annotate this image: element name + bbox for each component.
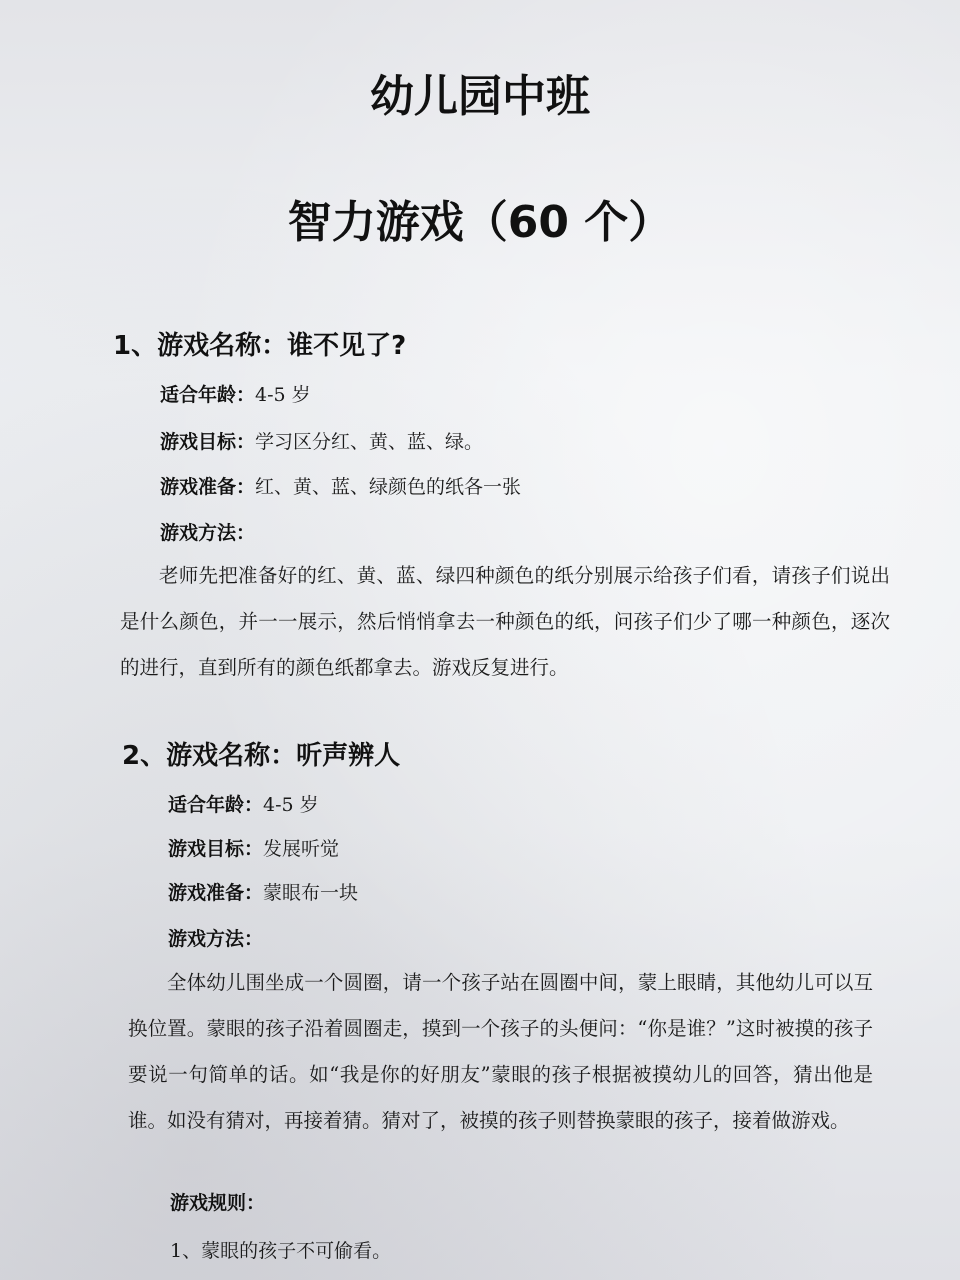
game-2-rules-label (170, 1188, 265, 1215)
document-title: 幼儿园中班 (370, 71, 590, 122)
goal-value: 学习区分红、黄、蓝、绿。 (255, 431, 484, 453)
goal-label: 游戏目标： (168, 838, 264, 860)
game-2-prep (168, 878, 358, 905)
game-2-method-label (168, 924, 263, 951)
game-1-age (160, 380, 311, 407)
game-2-method-text: 全体幼儿围坐成一个圆圈，请一个孩子站在圆圈中间，蒙上眼睛，其他幼儿可以互换位置。蒙眼的孩子沿着圆圈走，摸到一个孩子的头便问：“你是谁？”这时被摸的孩子要说一句简单的话。如“我是你的好朋友”蒙眼的孩子根据被摸幼儿的回答，猜出他是谁。如没有猜对，再接着猜。猜对了，被摸的孩子则替换蒙眼的孩子，接着做游戏。 (128, 971, 873, 1132)
game-1-prep (160, 472, 521, 499)
prep-value: 红、黄、蓝、绿颜色的纸各一张 (255, 476, 522, 498)
prep-label: 游戏准备： (160, 476, 256, 498)
goal-value: 发展听觉 (263, 838, 340, 860)
goal-label: 游戏目标： (160, 431, 256, 453)
game-1-method-text: 老师先把准备好的红、黄、蓝、绿四种颜色的纸分别展示给孩子们看，请孩子们说出是什么颜色，并一一展示，然后悄悄拿去一种颜色的纸，问孩子们少了哪一种颜色，逐次的进行，直到所有的颜色纸都拿去。游戏反复进行。 (120, 564, 890, 679)
game-1-method-label (160, 518, 255, 545)
prep-value: 蒙眼布一块 (263, 882, 359, 904)
document-subtitle: 智力游戏（60 个） (287, 197, 673, 248)
game-2-rule-1: 1、蒙眼的孩子不可偷看。 (170, 1240, 392, 1262)
age-value: 4-5 岁 (263, 794, 319, 816)
game-2-goal (168, 834, 339, 861)
game-2-heading: 2、游戏名称：听声辨人 (122, 741, 401, 771)
method-label: 游戏方法： (168, 928, 264, 950)
rules-label: 游戏规则： (170, 1192, 266, 1214)
age-label: 适合年龄： (168, 794, 264, 816)
game-1-heading: 1、游戏名称：谁不见了? (113, 331, 407, 361)
method-label: 游戏方法： (160, 522, 256, 544)
age-value: 4-5 岁 (255, 384, 311, 406)
game-1-goal (160, 427, 483, 454)
prep-label: 游戏准备： (168, 882, 264, 904)
age-label: 适合年龄： (160, 384, 256, 406)
game-2-age (168, 790, 319, 817)
